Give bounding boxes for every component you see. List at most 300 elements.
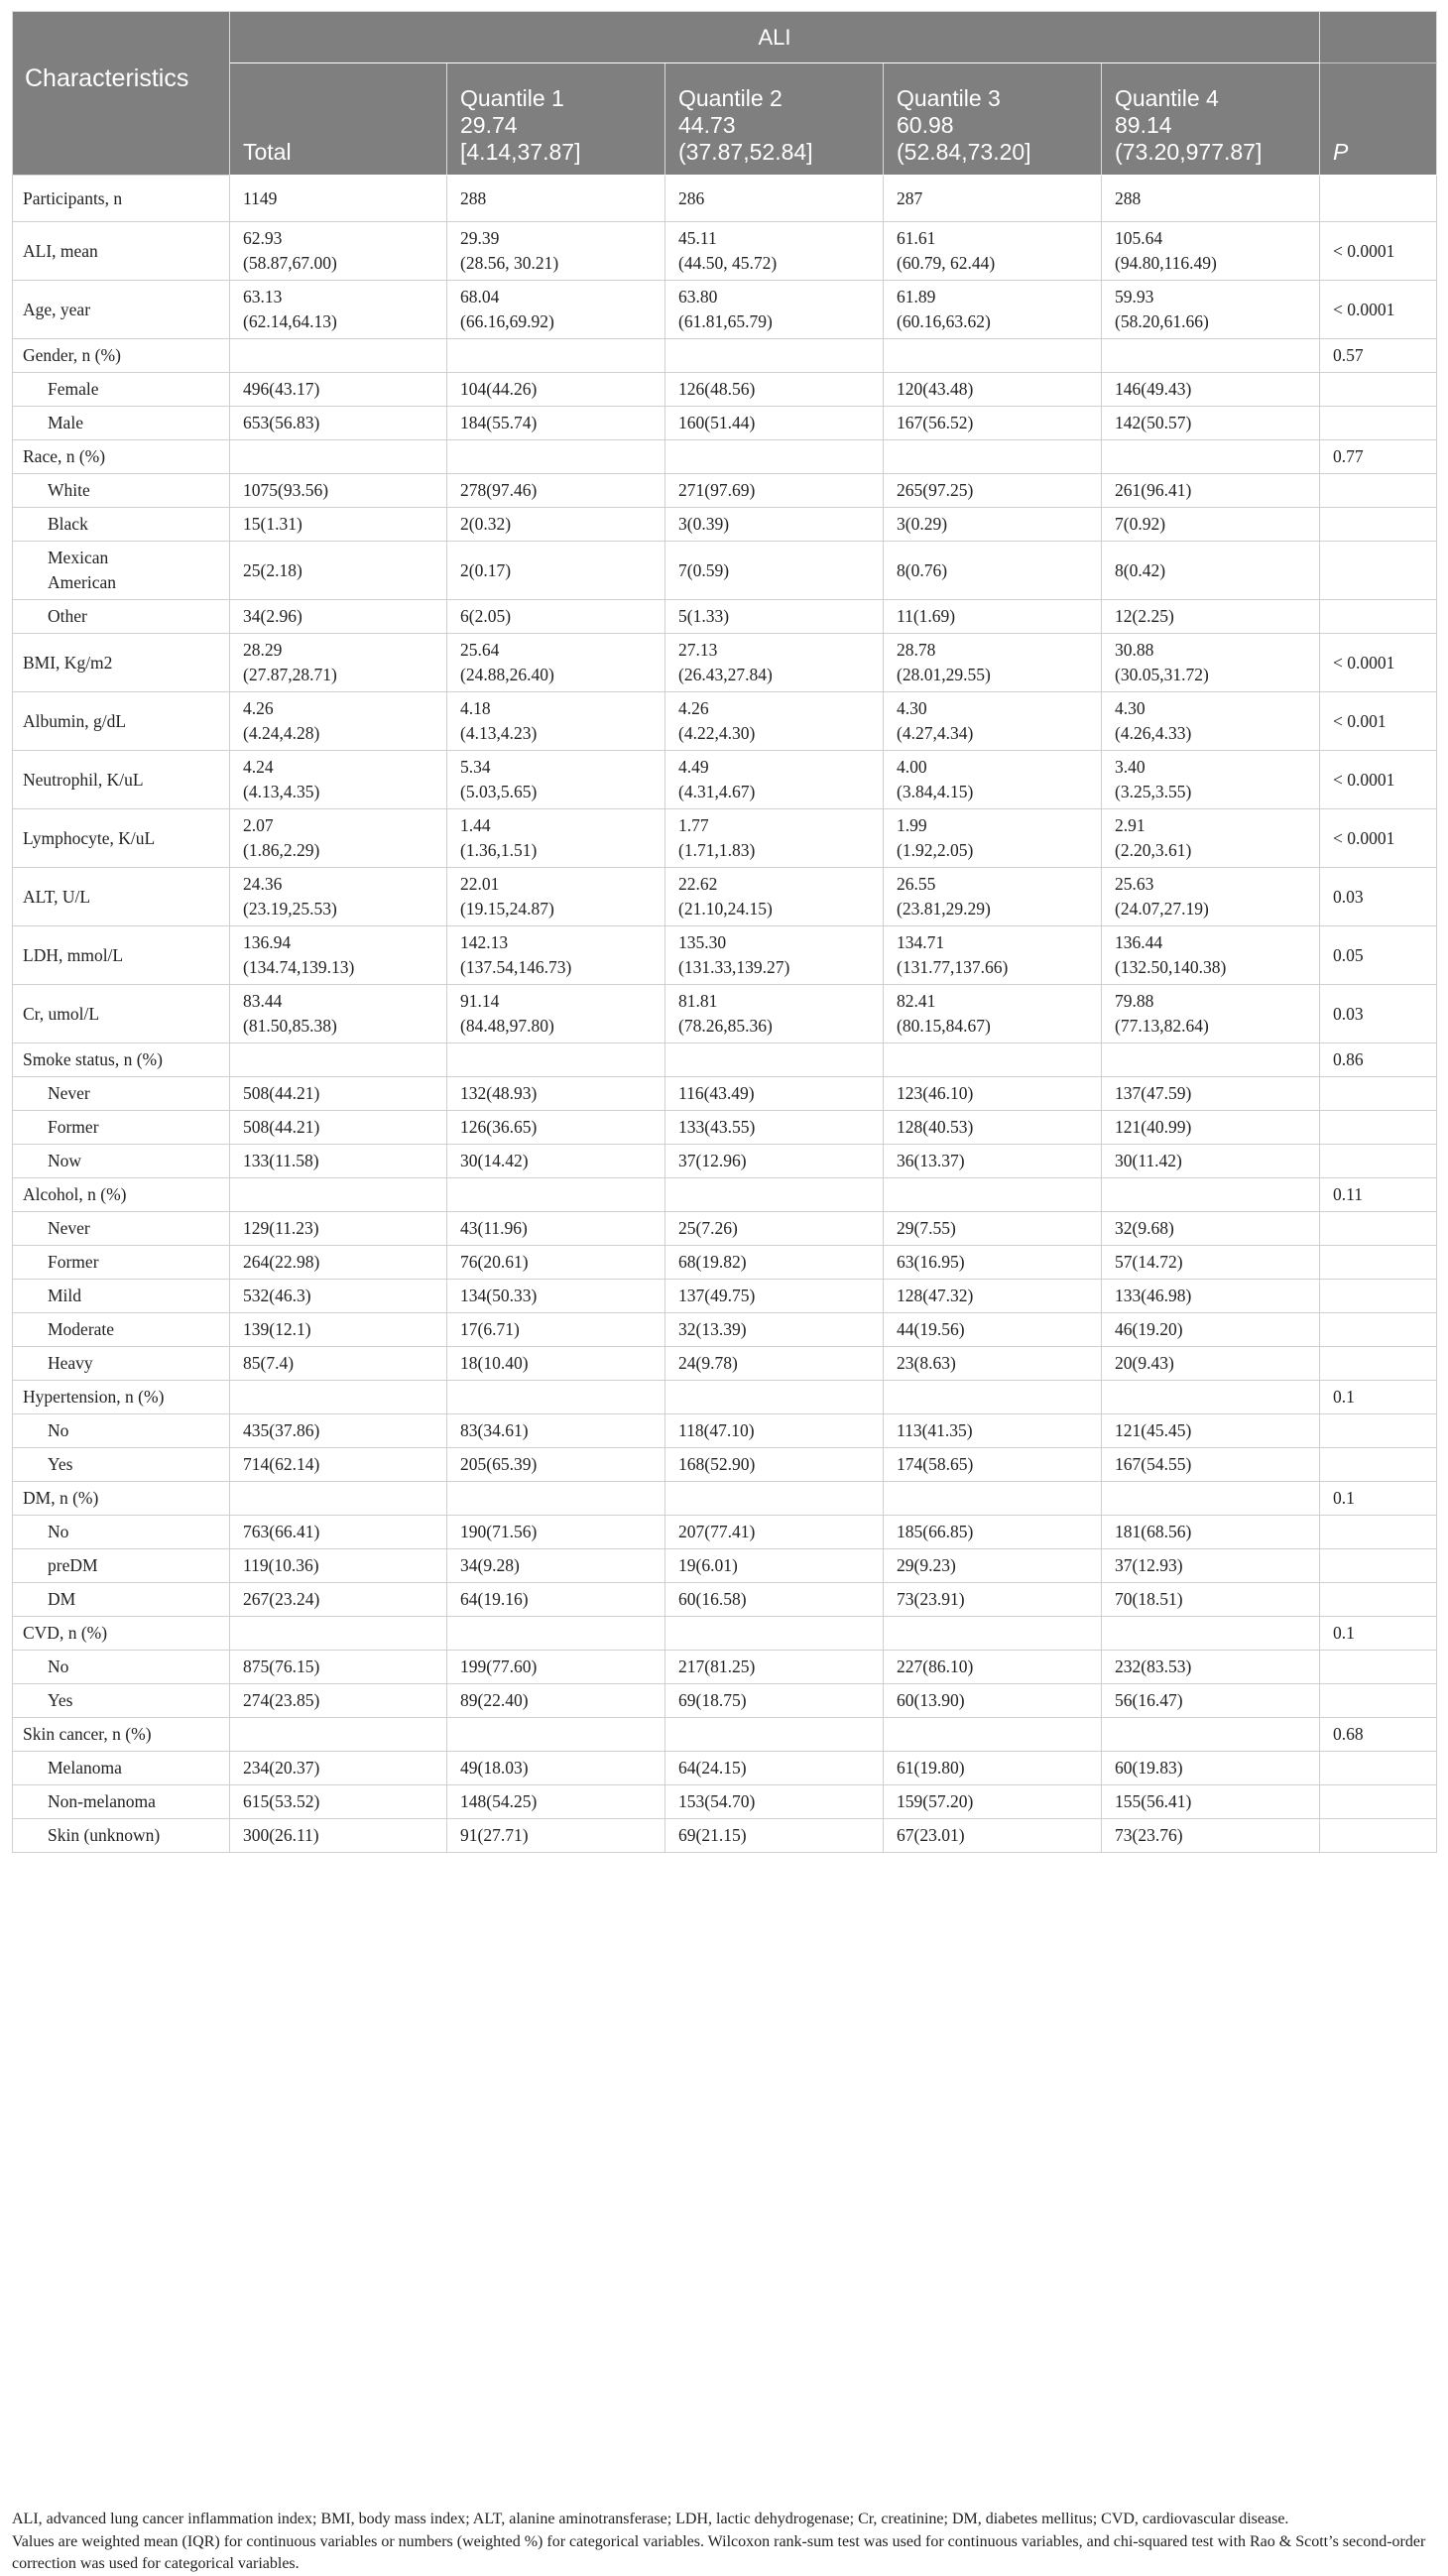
cell-line: (132.50,140.38) (1115, 957, 1227, 977)
value-cell (230, 373, 447, 407)
cell-line: 24.36 (243, 874, 283, 894)
cell-line: 67(23.01) (897, 1825, 965, 1845)
cell-line: 875(76.15) (243, 1656, 320, 1676)
header-quantile-label: Quantile 2 (678, 85, 783, 111)
value-cell (665, 1819, 884, 1853)
row-label (13, 1617, 230, 1651)
value-cell (1102, 809, 1320, 868)
cell-line: 28.78 (897, 640, 936, 660)
value-cell (884, 1077, 1102, 1111)
cell-line: 44(19.56) (897, 1319, 965, 1339)
value-cell (665, 373, 884, 407)
table-subrow (13, 1516, 1437, 1549)
cell-line: 3.40 (1115, 757, 1146, 777)
value-cell (665, 176, 884, 222)
cell-line: 0.57 (1333, 345, 1364, 365)
value-cell (665, 1651, 884, 1684)
p-value-cell (1320, 600, 1437, 634)
value-cell (447, 281, 665, 339)
cell-line: 30.88 (1115, 640, 1154, 660)
p-value-cell (1320, 1785, 1437, 1819)
value-cell (230, 1347, 447, 1381)
value-cell (447, 1819, 665, 1853)
cell-line: 278(97.46) (460, 480, 538, 500)
value-cell (1102, 281, 1320, 339)
cell-line: 1149 (243, 187, 278, 208)
cell-line: ALT, U/L (23, 886, 91, 907)
table-subrow (13, 1785, 1437, 1819)
cell-line: 19(6.01) (678, 1555, 738, 1575)
header-quantile-median: 29.74 (460, 112, 518, 138)
p-value-cell (1320, 508, 1437, 542)
cell-line: 174(58.65) (897, 1454, 974, 1474)
header-characteristics: Characteristics (13, 12, 230, 176)
cell-line: Former (48, 1117, 99, 1137)
value-cell (665, 407, 884, 440)
cell-line: 128(47.32) (897, 1286, 974, 1305)
value-cell (1102, 222, 1320, 281)
value-cell (230, 1651, 447, 1684)
value-cell (447, 985, 665, 1043)
cell-line: 267(23.24) (243, 1589, 320, 1609)
cell-line: (30.05,31.72) (1115, 665, 1209, 684)
value-cell (1102, 634, 1320, 692)
cell-line: 83(34.61) (460, 1420, 529, 1440)
value-cell (884, 440, 1102, 474)
value-cell (665, 1617, 884, 1651)
cell-line: 20(9.43) (1115, 1353, 1174, 1373)
cell-line: (78.26,85.36) (678, 1016, 773, 1036)
cell-line: 37(12.96) (678, 1151, 747, 1170)
value-cell (665, 1280, 884, 1313)
cell-line: 1.99 (897, 815, 927, 835)
p-value-cell (1320, 1246, 1437, 1280)
cell-line: Other (48, 606, 87, 626)
value-cell (665, 474, 884, 508)
value-cell (447, 1381, 665, 1414)
value-cell (665, 339, 884, 373)
value-cell (884, 985, 1102, 1043)
cell-line: (5.03,5.65) (460, 782, 538, 801)
cell-line: (137.54,146.73) (460, 957, 572, 977)
cell-line: (134.74,139.13) (243, 957, 355, 977)
cell-line: 134(50.33) (460, 1286, 538, 1305)
cell-line: 274(23.85) (243, 1690, 320, 1710)
cell-line: 29(9.23) (897, 1555, 956, 1575)
value-cell (447, 1516, 665, 1549)
value-cell (884, 1414, 1102, 1448)
table-row (13, 1482, 1437, 1516)
cell-line: 217(81.25) (678, 1656, 756, 1676)
row-label (13, 1549, 230, 1583)
value-cell (230, 1684, 447, 1718)
cell-line: 49(18.03) (460, 1758, 529, 1778)
header-quantile-median: 60.98 (897, 112, 954, 138)
header-quantile-label: Quantile 1 (460, 85, 564, 111)
cell-line: Skin cancer, n (%) (23, 1724, 152, 1744)
row-label (13, 1448, 230, 1482)
value-cell (665, 1145, 884, 1178)
table-subrow (13, 1752, 1437, 1785)
cell-line: < 0.0001 (1333, 652, 1395, 673)
cell-line: (4.13,4.35) (243, 782, 320, 801)
value-cell (1102, 1819, 1320, 1853)
cell-line: 185(66.85) (897, 1522, 974, 1541)
cell-line: 135.30 (678, 932, 727, 952)
cell-line: 0.1 (1333, 1387, 1355, 1407)
cell-line: BMI, Kg/m2 (23, 652, 113, 673)
p-value-cell (1320, 1482, 1437, 1516)
value-cell (884, 1145, 1102, 1178)
row-label (13, 407, 230, 440)
cell-line: Melanoma (48, 1758, 122, 1778)
table-row (13, 440, 1437, 474)
cell-line: 155(56.41) (1115, 1791, 1192, 1811)
header-blank (1320, 12, 1437, 63)
value-cell (230, 1212, 447, 1246)
cell-line: 7(0.59) (678, 559, 730, 580)
cell-line: No (48, 1420, 69, 1440)
value-cell (447, 692, 665, 751)
cell-line: < 0.0001 (1333, 240, 1395, 261)
p-value-cell (1320, 1212, 1437, 1246)
value-cell (1102, 1651, 1320, 1684)
cell-line: 121(45.45) (1115, 1420, 1192, 1440)
header-quantile-2 (665, 63, 884, 176)
cell-line: 25(2.18) (243, 559, 302, 580)
cell-line: 1.77 (678, 815, 709, 835)
cell-line: 435(37.86) (243, 1420, 320, 1440)
p-value-cell (1320, 373, 1437, 407)
row-label (13, 1111, 230, 1145)
header-quantile-median: 89.14 (1115, 112, 1172, 138)
row-label (13, 474, 230, 508)
value-cell (884, 1111, 1102, 1145)
value-cell (1102, 1246, 1320, 1280)
table-row (13, 868, 1437, 926)
p-value-cell (1320, 1549, 1437, 1583)
cell-line: (28.01,29.55) (897, 665, 991, 684)
cell-line: 29.39 (460, 228, 500, 248)
value-cell (230, 1280, 447, 1313)
value-cell (230, 1549, 447, 1583)
cell-line: 126(48.56) (678, 379, 756, 399)
value-cell (1102, 751, 1320, 809)
cell-line: 76(20.61) (460, 1252, 529, 1272)
value-cell (884, 1516, 1102, 1549)
table-row (13, 751, 1437, 809)
row-label (13, 508, 230, 542)
row-label (13, 1583, 230, 1617)
row-label (13, 868, 230, 926)
cell-line: Mild (48, 1286, 82, 1305)
cell-line: (28.56, 30.21) (460, 253, 559, 273)
header-quantile-1 (447, 63, 665, 176)
value-cell (1102, 1145, 1320, 1178)
cell-line: < 0.0001 (1333, 827, 1395, 848)
p-value-cell (1320, 440, 1437, 474)
cell-line: 167(56.52) (897, 413, 974, 432)
value-cell (230, 1819, 447, 1853)
cell-line: 763(66.41) (243, 1522, 320, 1541)
row-label (13, 751, 230, 809)
value-cell (884, 1651, 1102, 1684)
value-cell (447, 339, 665, 373)
cell-line: 59.93 (1115, 287, 1154, 307)
row-label (13, 1313, 230, 1347)
cell-line: 133(43.55) (678, 1117, 756, 1137)
cell-line: 91(27.71) (460, 1825, 529, 1845)
p-value-cell (1320, 985, 1437, 1043)
cell-line: Yes (48, 1690, 73, 1710)
row-label (13, 1516, 230, 1549)
cell-line: 5(1.33) (678, 606, 730, 626)
table-subrow (13, 1280, 1437, 1313)
cell-line: 4.49 (678, 757, 709, 777)
table-row (13, 634, 1437, 692)
value-cell (884, 222, 1102, 281)
header-quantile-median: 44.73 (678, 112, 736, 138)
cell-line: 4.24 (243, 757, 274, 777)
p-value-cell (1320, 1414, 1437, 1448)
row-label (13, 1280, 230, 1313)
cell-line: 11(1.69) (897, 606, 956, 626)
p-value-cell (1320, 634, 1437, 692)
cell-line: 142.13 (460, 932, 509, 952)
p-value-cell (1320, 222, 1437, 281)
cell-line: 37(12.93) (1115, 1555, 1183, 1575)
row-label (13, 809, 230, 868)
value-cell (230, 1448, 447, 1482)
cell-line: (60.16,63.62) (897, 311, 991, 331)
value-cell (884, 1212, 1102, 1246)
row-label (13, 600, 230, 634)
value-cell (447, 1482, 665, 1516)
value-cell (884, 1549, 1102, 1583)
value-cell (884, 1482, 1102, 1516)
value-cell (230, 440, 447, 474)
value-cell (447, 600, 665, 634)
value-cell (447, 1549, 665, 1583)
p-value-cell (1320, 1111, 1437, 1145)
value-cell (1102, 1280, 1320, 1313)
cell-line: 1.44 (460, 815, 491, 835)
cell-line: 159(57.20) (897, 1791, 974, 1811)
cell-line: Smoke status, n (%) (23, 1049, 163, 1069)
cell-line: 288 (1115, 187, 1142, 208)
cell-line: 24(9.78) (678, 1353, 738, 1373)
cell-line: 137(49.75) (678, 1286, 756, 1305)
value-cell (230, 868, 447, 926)
table-subrow (13, 373, 1437, 407)
cell-line: 69(21.15) (678, 1825, 747, 1845)
cell-line: 508(44.21) (243, 1117, 320, 1137)
value-cell (1102, 1549, 1320, 1583)
cell-line: 70(18.51) (1115, 1589, 1183, 1609)
value-cell (1102, 508, 1320, 542)
row-label (13, 1347, 230, 1381)
cell-line: 23(8.63) (897, 1353, 956, 1373)
p-value-cell (1320, 1684, 1437, 1718)
value-cell (665, 1077, 884, 1111)
value-cell (447, 1684, 665, 1718)
value-cell (665, 1111, 884, 1145)
cell-line: 234(20.37) (243, 1758, 320, 1778)
table-row (13, 809, 1437, 868)
cell-line: White (48, 480, 90, 500)
cell-line: ALI, mean (23, 240, 98, 261)
value-cell (447, 1077, 665, 1111)
cell-line: 0.03 (1333, 1003, 1364, 1024)
cell-line: 271(97.69) (678, 480, 756, 500)
value-cell (230, 600, 447, 634)
row-label (13, 1651, 230, 1684)
value-cell (447, 407, 665, 440)
cell-line: Albumin, g/dL (23, 710, 127, 731)
value-cell (665, 985, 884, 1043)
cell-line: (4.27,4.34) (897, 723, 974, 743)
cell-line: (2.20,3.61) (1115, 840, 1192, 860)
cell-line: 232(83.53) (1115, 1656, 1192, 1676)
value-cell (230, 1077, 447, 1111)
table-subrow (13, 1684, 1437, 1718)
table-subrow (13, 1212, 1437, 1246)
table-row (13, 339, 1437, 373)
value-cell (230, 1381, 447, 1414)
table-subrow (13, 542, 1437, 600)
value-cell (884, 809, 1102, 868)
cell-line: LDH, mmol/L (23, 944, 124, 965)
value-cell (884, 868, 1102, 926)
row-label (13, 339, 230, 373)
cell-line: 4.30 (1115, 698, 1146, 718)
row-label (13, 634, 230, 692)
value-cell (665, 222, 884, 281)
cell-line: 63.80 (678, 287, 718, 307)
value-cell (665, 926, 884, 985)
cell-line: CVD, n (%) (23, 1623, 108, 1643)
cell-line: No (48, 1656, 69, 1676)
row-label (13, 692, 230, 751)
cell-line: 1075(93.56) (243, 480, 329, 500)
cell-line: 153(54.70) (678, 1791, 756, 1811)
cell-line: (24.88,26.40) (460, 665, 554, 684)
cell-line: 8(0.76) (897, 559, 948, 580)
cell-line: (131.77,137.66) (897, 957, 1009, 977)
value-cell (230, 281, 447, 339)
value-cell (230, 1414, 447, 1448)
value-cell (1102, 1313, 1320, 1347)
value-cell (1102, 1212, 1320, 1246)
value-cell (665, 1516, 884, 1549)
cell-line: 0.1 (1333, 1623, 1355, 1643)
value-cell (665, 1212, 884, 1246)
value-cell (447, 474, 665, 508)
table-row (13, 926, 1437, 985)
value-cell (1102, 542, 1320, 600)
cell-line: Lymphocyte, K/uL (23, 827, 156, 848)
cell-line: 64(24.15) (678, 1758, 747, 1778)
cell-line: 73(23.76) (1115, 1825, 1183, 1845)
cell-line: Never (48, 1083, 90, 1103)
header-p-label: P (1333, 139, 1349, 165)
cell-line: Former (48, 1252, 99, 1272)
cell-line: 4.26 (678, 698, 709, 718)
value-cell (230, 634, 447, 692)
cell-line: Age, year (23, 299, 91, 319)
cell-line: 29(7.55) (897, 1218, 956, 1238)
cell-line: 126(36.65) (460, 1117, 538, 1137)
cell-line: 43(11.96) (460, 1218, 528, 1238)
cell-line: (1.36,1.51) (460, 840, 538, 860)
p-value-cell (1320, 1819, 1437, 1853)
value-cell (447, 1718, 665, 1752)
table-subrow (13, 1145, 1437, 1178)
cell-line: 133(46.98) (1115, 1286, 1192, 1305)
value-cell (447, 1651, 665, 1684)
row-label (13, 176, 230, 222)
value-cell (884, 1246, 1102, 1280)
cell-line: 615(53.52) (243, 1791, 320, 1811)
p-value-cell (1320, 1583, 1437, 1617)
cell-line: 57(14.72) (1115, 1252, 1183, 1272)
value-cell (884, 1381, 1102, 1414)
value-cell (884, 751, 1102, 809)
value-cell (447, 222, 665, 281)
cell-line: (19.15,24.87) (460, 899, 554, 919)
table-row (13, 1617, 1437, 1651)
table-subrow (13, 508, 1437, 542)
value-cell (1102, 1448, 1320, 1482)
value-cell (230, 1482, 447, 1516)
table-row (13, 281, 1437, 339)
cell-line: 121(40.99) (1115, 1117, 1192, 1137)
header-p-value (1320, 63, 1437, 176)
cell-line: 46(19.20) (1115, 1319, 1183, 1339)
table-row (13, 222, 1437, 281)
value-cell (447, 1347, 665, 1381)
header-ali-group: ALI (230, 12, 1320, 63)
cell-line: 207(77.41) (678, 1522, 756, 1541)
cell-line: 265(97.25) (897, 480, 974, 500)
cell-line: 79.88 (1115, 991, 1154, 1011)
value-cell (884, 542, 1102, 600)
value-cell (1102, 692, 1320, 751)
cell-line: (4.22,4.30) (678, 723, 756, 743)
value-cell (447, 1111, 665, 1145)
cell-line: 184(55.74) (460, 413, 538, 432)
cell-line: 2.07 (243, 815, 274, 835)
cell-line: (44.50, 45.72) (678, 253, 778, 273)
cell-line: (66.16,69.92) (460, 311, 554, 331)
cell-line: (77.13,82.64) (1115, 1016, 1209, 1036)
value-cell (665, 809, 884, 868)
cell-line: 85(7.4) (243, 1353, 295, 1373)
cell-line: 15(1.31) (243, 514, 302, 534)
cell-line: 653(56.83) (243, 413, 320, 432)
cell-line: (84.48,97.80) (460, 1016, 554, 1036)
table-subrow (13, 1583, 1437, 1617)
cell-line: (4.13,4.23) (460, 723, 538, 743)
table-row (13, 1718, 1437, 1752)
value-cell (1102, 985, 1320, 1043)
cell-line: 532(46.3) (243, 1286, 311, 1305)
cell-line: (21.10,24.15) (678, 899, 773, 919)
cell-line: 32(13.39) (678, 1319, 747, 1339)
table-subrow (13, 1246, 1437, 1280)
table-row (13, 692, 1437, 751)
cell-line: (4.24,4.28) (243, 723, 320, 743)
